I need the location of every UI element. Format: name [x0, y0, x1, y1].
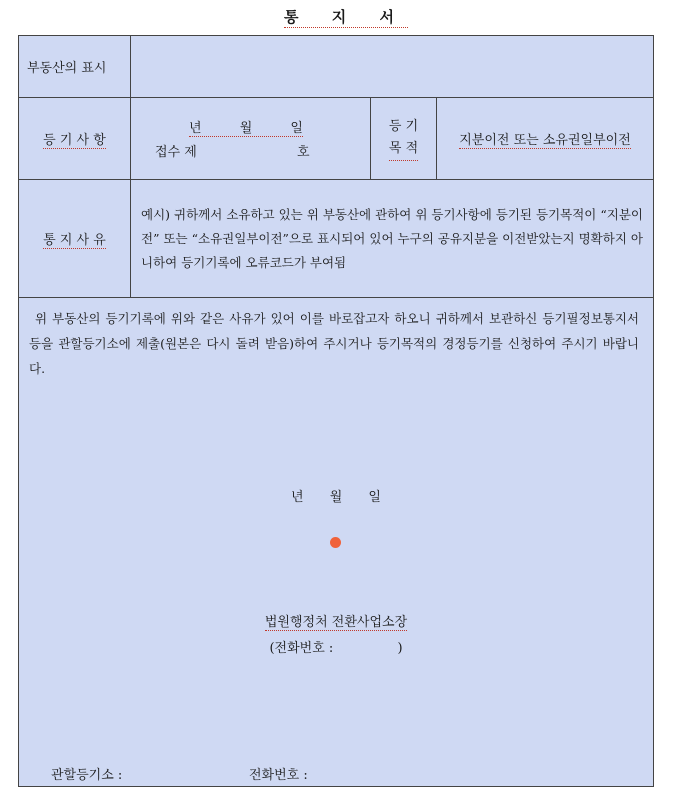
- registration-date-cell: [131, 98, 371, 179]
- registration-date: [189, 117, 303, 137]
- receipt-suffix: 호: [296, 145, 310, 160]
- office-phone: [19, 637, 653, 656]
- issue-date: [19, 486, 653, 505]
- reason-row: [19, 180, 653, 298]
- reason-label-text: 통 지 사 유: [43, 229, 106, 249]
- office-phone-close: ): [397, 641, 403, 656]
- property-row: [19, 36, 653, 98]
- jurisdiction-office-label: 관할등기소 :: [51, 768, 123, 783]
- purpose-label-line-2: 목 적: [389, 138, 418, 161]
- registration-label-text: 등 기 사 항: [43, 129, 106, 149]
- purpose-label-line-1: 등 기: [388, 119, 419, 134]
- property-label: 부동산의 표시: [19, 36, 131, 97]
- seal-mark-icon: [330, 537, 341, 548]
- notice-body: 위 부동산의 등기기록에 위와 같은 사유가 있어 이를 바로잡고자 하오니 귀하께서 보관하신 등기필정보통지서 등을 관할등기소에 제출(원본은 다시 돌려 받음)하여 주시거나 등기목적의 경정등기를 신청하여 주시기 바랍니다.: [29, 311, 639, 376]
- notice-sheet: [18, 35, 654, 787]
- registration-month: 월: [239, 121, 253, 136]
- issue-year: 년: [291, 490, 304, 505]
- reason-text: 예시) 귀하께서 소유하고 있는 위 부동산에 관하여 위 등기사항에 등기된 등기목적이 “지분이전” 또는 “소유권일부이전”으로 표시되어 있어 누구의 공유지분을 이전받았는지 명확하지 아니하여 등기기록에 오류코드가 부여됨: [141, 206, 643, 270]
- issuing-office: [19, 611, 653, 630]
- reason-label: [19, 180, 131, 297]
- registration-row: [19, 98, 653, 180]
- registration-label: [19, 98, 131, 179]
- issue-day: 일: [368, 490, 381, 505]
- document-title-text: 통 지 서: [284, 8, 408, 26]
- issue-month: 월: [329, 490, 343, 505]
- receipt-prefix: 접수 제: [155, 145, 197, 160]
- registration-day: 일: [290, 121, 303, 136]
- purpose-value-text: 지분이전 또는 소유권일부이전: [459, 129, 631, 149]
- issuing-office-text: 법원행정처 전환사업소장: [264, 615, 408, 630]
- receipt-number: [155, 141, 310, 160]
- registration-year: 년: [189, 121, 202, 136]
- reason-value: [131, 180, 653, 297]
- purpose-value: [437, 98, 653, 179]
- document-title: [0, 6, 678, 27]
- jurisdiction-phone-label: 전화번호 :: [249, 768, 308, 783]
- purpose-label: [371, 98, 437, 179]
- office-phone-label: (전화번호 :: [269, 641, 334, 656]
- property-value: [131, 36, 653, 97]
